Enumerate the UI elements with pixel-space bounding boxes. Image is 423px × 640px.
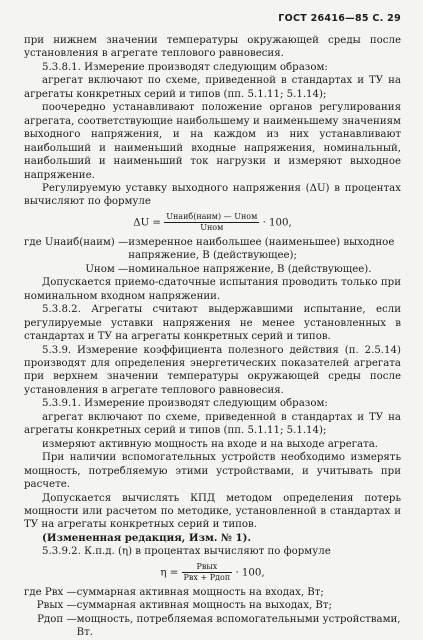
- paragraph: агрегат включают по схеме, приведенной в стандартах и ТУ на агрегаты конкретных серий и типов (пп. 5.1.11; 5.1.14);: [24, 411, 401, 437]
- definition-text: суммарная активная мощность на выходах, Вт;: [76, 600, 332, 612]
- formula-numerator: Pвых: [182, 562, 233, 573]
- paragraph: поочередно устанавливают положение органов регулирования агрегата, соответствующие наибольшему и наименьшему значениям выходного напряжения, и на каждом из них устанавливают наибольший и наименьший входные напряжения, номинальный, наибольший и наименьший ток нагрузки и измеряют выходное напряжение.: [24, 102, 401, 181]
- definition-text: суммарная активная мощность на входах, Вт;: [76, 586, 324, 598]
- paragraph: 5.3.9. Измерение коэффициента полезного действия (п. 2.5.14) производят для определения энергетических показателей агрегата при верхнем значении температуры окружающей среды после установления в агрегате теплового равновесия.: [24, 344, 401, 396]
- paragraph: измеряют активную мощность на входе и на выходе агрегата.: [42, 438, 379, 450]
- formula-fraction: [164, 212, 259, 233]
- formula-rhs: · 100,: [262, 217, 292, 229]
- paragraph: 5.3.9.2. К.п.д. (η) в процентах вычисляют по формуле: [42, 546, 331, 558]
- formula-fraction: [182, 562, 233, 583]
- formula-numerator: Uнаиб(наим) — Uном: [166, 211, 258, 221]
- paragraph: При наличии вспомогательных устройств необходимо измерять мощность, потребляемую этими устройствами, и учитывать при расчете.: [24, 452, 401, 491]
- formula-lhs: ΔU =: [133, 217, 161, 229]
- definition-text: мощность, потребляемая вспомогательными устройствами, Вт.: [76, 613, 401, 639]
- paragraph: 5.3.9.1. Измерение производят следующим образом:: [42, 398, 328, 410]
- definitions-power: [24, 586, 401, 640]
- formula-rhs: · 100,: [235, 567, 265, 579]
- body-text: [24, 34, 401, 640]
- page-header: ГОСТ 26416—85 С. 29: [278, 13, 401, 24]
- paragraph: при нижнем значении температуры окружающей среды после установления в агрегате теплового равновесия.: [24, 35, 401, 60]
- paragraph: 5.3.8.2. Агрегаты считают выдержавшими испытание, если регулируемые уставки напряжения не менее установленных в стандартах и ТУ на агрегаты конкретных серий и типов.: [24, 304, 401, 343]
- paragraph: Допускается вычислять КПД методом определения потерь мощности или расчетом по методике, установленной в стандартах и ТУ на агрегаты конкретных серий и типов.: [24, 492, 401, 531]
- paragraph: 5.3.8.1. Измерение производят следующим образом:: [42, 61, 328, 73]
- formula-efficiency: [24, 562, 401, 583]
- formula-lhs: η =: [160, 567, 179, 579]
- formula-denominator: Pвх + Pдоп: [183, 572, 231, 582]
- paragraph: Допускается приемо-сдаточные испытания проводить только при номинальном входном напряжении.: [24, 277, 401, 302]
- definition-symbol: Pвых —: [36, 600, 77, 612]
- definition-text: измеренное наибольшее (наименьшее) выходное напряжение, В (действующее);: [128, 236, 395, 262]
- definition-symbol: где Pвх —: [24, 586, 77, 598]
- paragraph: Регулируемую уставку выходного напряжения (ΔU) в процентах вычисляют по формуле: [24, 182, 401, 208]
- definitions-voltage: [24, 236, 401, 276]
- amendment-note: (Измененная редакция, Изм. № 1).: [42, 531, 252, 544]
- definition-text: номинальное напряжение, В (действующее).: [128, 263, 372, 275]
- definition-symbol: Pдоп —: [37, 613, 77, 625]
- formula-denominator: Uном: [200, 222, 224, 232]
- paragraph: агрегат включают по схеме, приведенной в стандартах и ТУ на агрегаты конкретных серий и типов (пп. 5.1.11; 5.1.14);: [24, 75, 401, 100]
- definition-symbol: Uном —: [85, 263, 129, 275]
- formula-voltage: [24, 212, 401, 233]
- definition-symbol: где Uнаиб(наим) —: [24, 236, 129, 248]
